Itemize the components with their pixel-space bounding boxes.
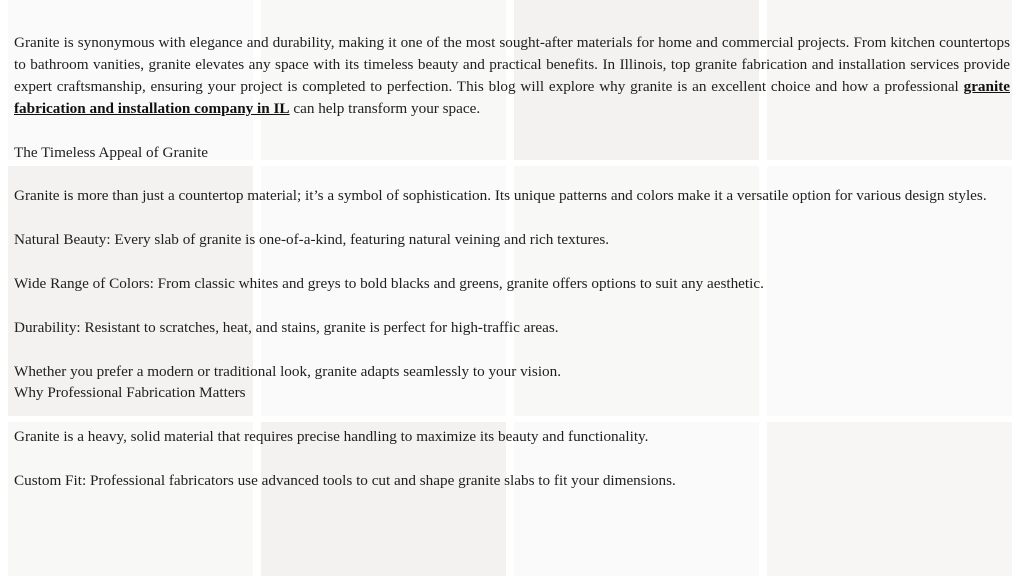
intro-paragraph bbox=[14, 32, 1010, 120]
feature-item: Custom Fit: Professional fabricators use advanced tools to cut and shape granite slabs to fit your dimensions. bbox=[14, 472, 676, 489]
intro-text-end: can help transform your space. bbox=[289, 99, 481, 117]
intro-text: Granite is synonymous with elegance and durability, making it one of the most sought-after materials for home and commercial projects. From kitchen countertops to bathroom vanities, granite elevates any space with its timeless beauty and practical benefits. In Illinois, top granite fabrication and installation services provide expert craftsmanship, ensuring your project is completed to perfection. This blog will explore why granite is an excellent choice and how a professional bbox=[14, 34, 1010, 95]
feature-item: Natural Beauty: Every slab of granite is one-of-a-kind, featuring natural veining and rich textures. bbox=[14, 231, 610, 249]
section-paragraph: Granite is a heavy, solid material that requires precise handling to maximize its beauty and functionality. bbox=[14, 428, 649, 446]
feature-item: Wide Range of Colors: From classic whites and greys to bold blacks and greens, granite offers options to suit any aesthetic. bbox=[14, 274, 764, 292]
section-paragraph: Granite is more than just a countertop material; it’s a symbol of sophistication. Its unique patterns and colors make it a versatile option for various design styles. bbox=[14, 187, 987, 205]
section-closing: Whether you prefer a modern or traditional look, granite adapts seamlessly to your vision. bbox=[14, 362, 562, 380]
section-heading: The Timeless Appeal of Granite bbox=[14, 143, 209, 161]
feature-item: Durability: Resistant to scratches, heat, and stains, granite is perfect for high-traffic areas. bbox=[14, 318, 559, 336]
section-heading: Why Professional Fabrication Matters bbox=[14, 384, 246, 402]
company-link[interactable]: granite fabrication and installation company in IL bbox=[14, 77, 1010, 117]
article-body bbox=[14, 32, 1010, 492]
